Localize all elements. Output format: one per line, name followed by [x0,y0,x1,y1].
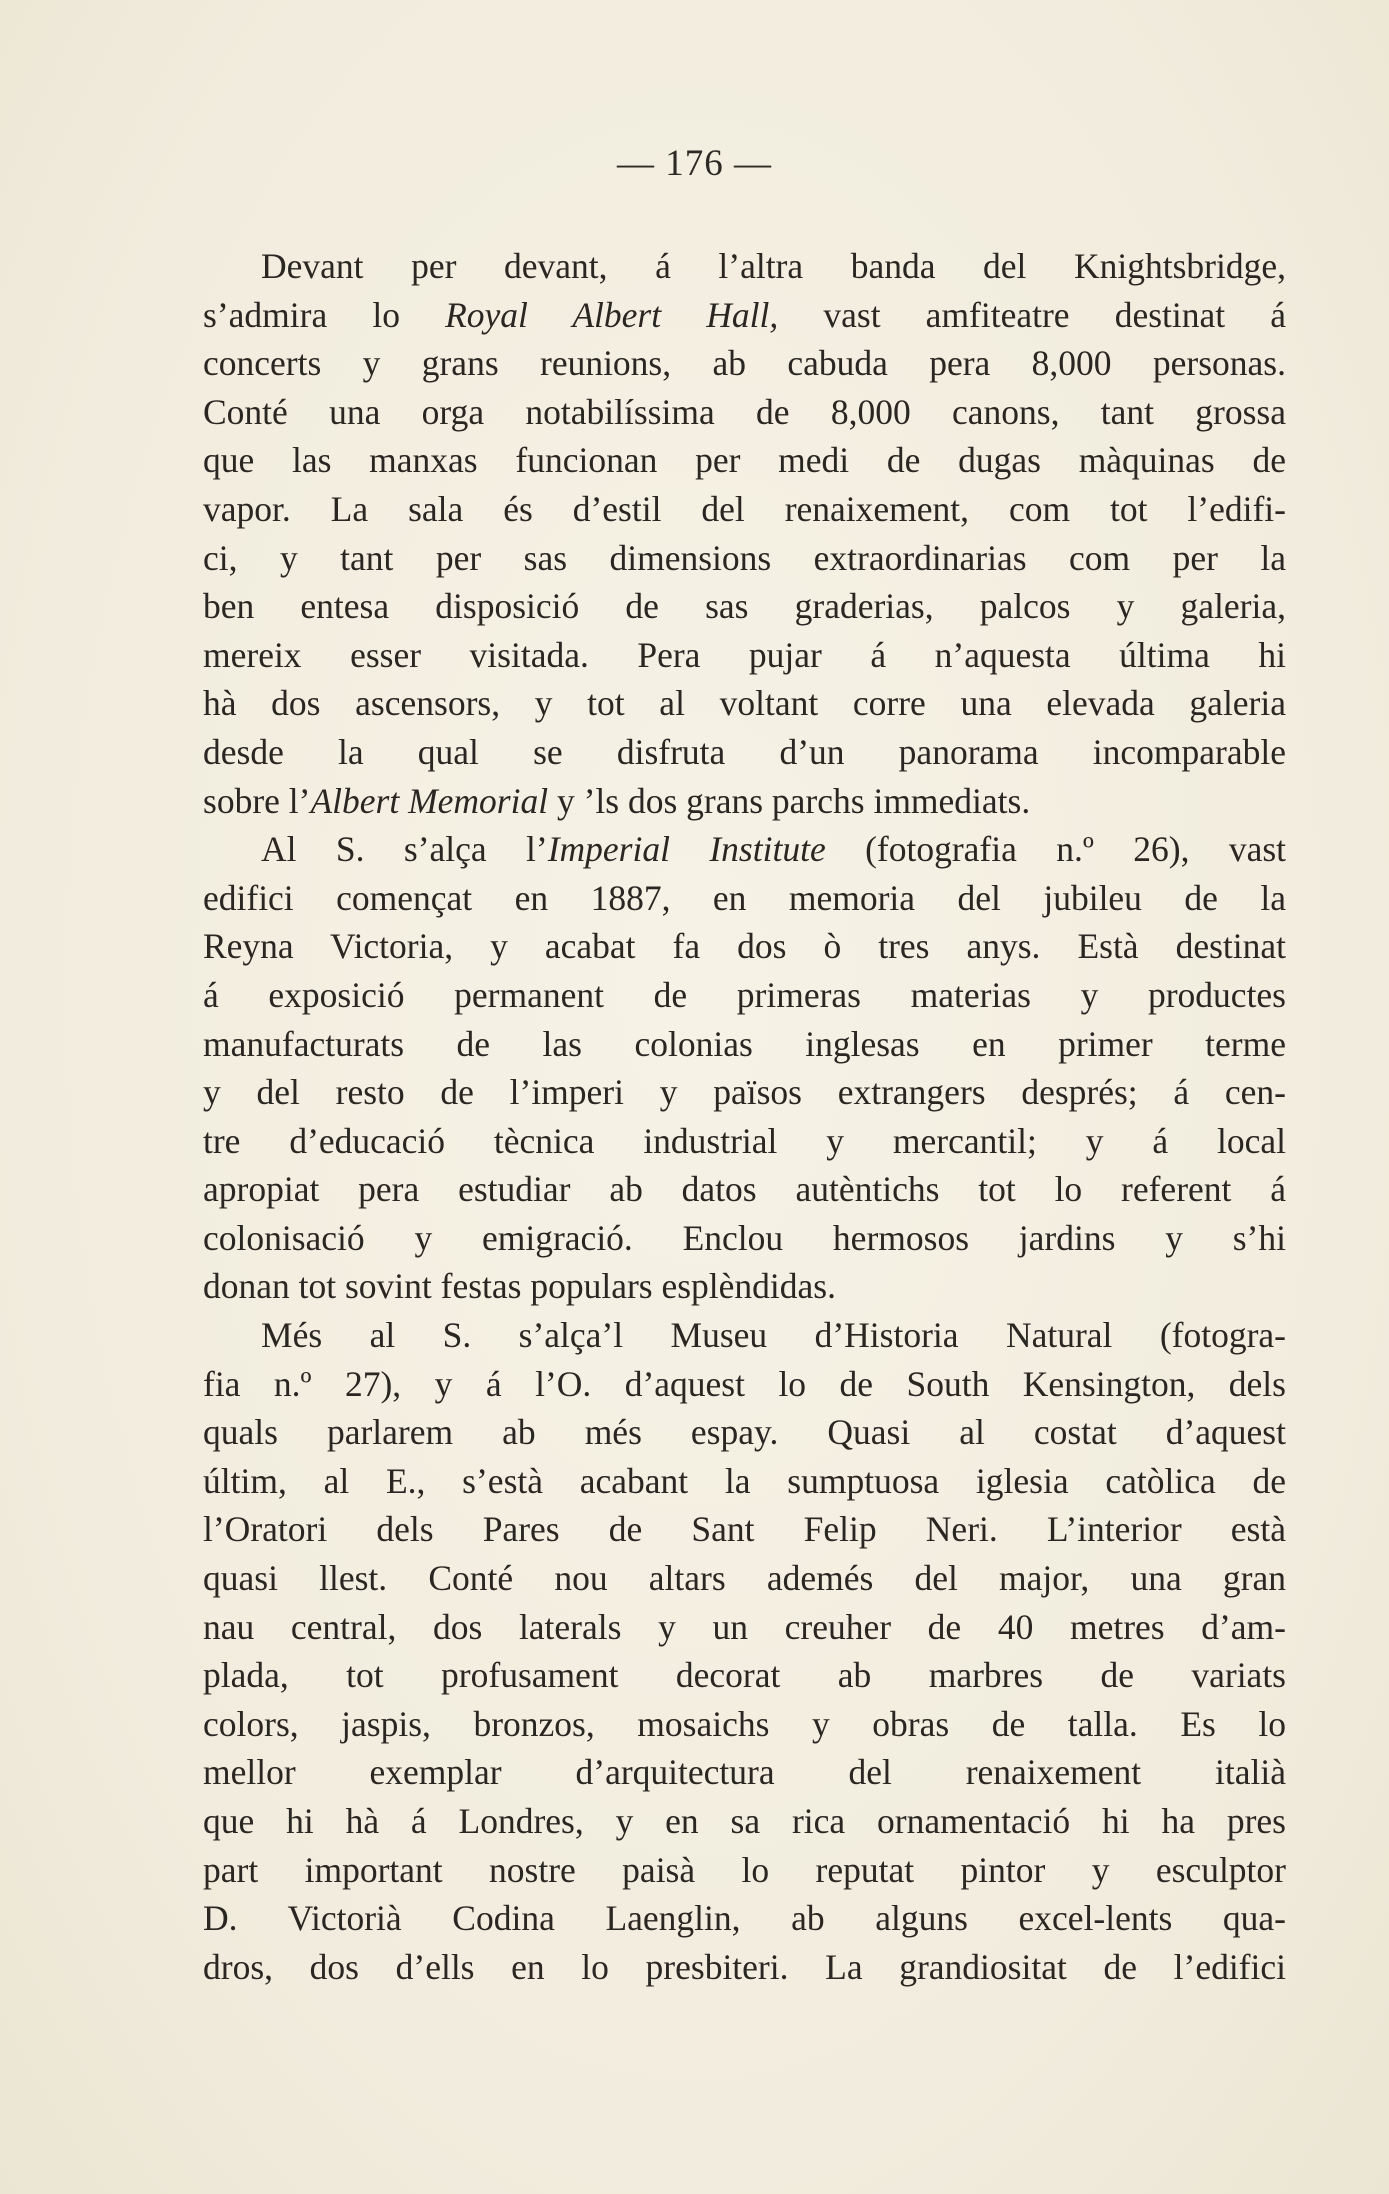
text-segment: part important nostre paisà lo reputat pintor y esculptor [203,1849,1286,1890]
text-segment: s’admira lo [203,294,446,335]
text-segment: que hi hà á Londres, y en sa rica ornamentació hi ha pres [203,1801,1286,1841]
text-segment: hà dos ascensors, y tot al voltant corre una elevada galeria [203,683,1286,724]
text-line [203,679,1286,728]
text-segment: sobre l’ [203,780,311,821]
text-line [203,1214,1286,1263]
text-line [203,1943,1286,1992]
text-segment: concerts y grans reunions, ab cabuda pera 8,000 personas. [203,343,1286,384]
text-segment: Al S. s’alça l’ [261,829,548,870]
text-segment: tre d’educació tècnica industrial y mercantil; y á local [203,1120,1286,1161]
text-line [203,534,1286,583]
text-line [203,1505,1286,1554]
text-segment: dros, dos d’ells en lo presbiteri. La grandiositat de l’edifici [203,1946,1286,1987]
text-segment: quasi llest. Conté nou altars ademés del major, una gran [203,1558,1286,1599]
text-line [203,1311,1286,1360]
text-line [203,1068,1286,1117]
text-segment: mereix esser visitada. Pera pujar á n’aquesta última hi [203,634,1286,675]
text-segment: Més al S. s’alça’l Museu d’Historia Natural (fotogra- [261,1315,1286,1356]
text-line [203,1603,1286,1652]
text-line [203,1700,1286,1749]
text-segment: vast amfiteatre destinat á [778,294,1286,335]
text-segment: fia n.º 27), y á l’O. d’aquest lo de South Kensington, dels [203,1363,1286,1404]
text-segment: ben entesa disposició de sas graderias, palcos y galeria, [203,586,1286,627]
text-segment: Conté una orga notabilíssima de 8,000 canons, tant grossa [203,391,1286,432]
text-line [203,971,1286,1020]
text-line [203,1408,1286,1457]
text-line [203,1846,1286,1895]
text-line [203,388,1286,437]
text-segment: á exposició permanent de primeras materias y productes [203,974,1286,1015]
text-segment: colonisació y emigració. Enclou hermosos jardins y s’hi [203,1217,1286,1258]
italic-title: Imperial Institute [547,829,826,870]
text-line [203,1651,1286,1700]
text-line [203,485,1286,534]
text-line [203,1797,1286,1846]
text-line [203,1457,1286,1506]
text-line [203,777,1286,826]
text-segment: Devant per devant, á l’altra banda del Knightsbridge, [261,246,1286,286]
text-segment: nau central, dos laterals y un creuher de 40 metres d’am- [203,1606,1286,1647]
text-segment: colors, jaspis, bronzos, mosaichs y obras de talla. Es lo [203,1703,1286,1744]
italic-title: Albert Memorial [310,780,549,821]
text-segment: y ’ls dos grans parchs immediats. [548,780,1031,821]
text-line [203,291,1286,340]
italic-title: Royal Albert Hall, [445,294,779,335]
text-segment: edifici començat en 1887, en memoria del jubileu de la [203,877,1286,918]
text-segment: plada, tot profusament decorat ab marbres de variats [203,1655,1286,1696]
text-line [203,1748,1286,1797]
text-line [203,631,1286,680]
text-line [203,1262,1286,1311]
text-segment: Reyna Victoria, y acabat fa dos ò tres anys. Està destinat [203,926,1286,967]
text-segment: últim, al E., s’està acabant la sumptuosa iglesia catòlica de [203,1460,1286,1501]
text-line [203,436,1286,485]
text-line [203,825,1286,874]
text-line [203,1117,1286,1166]
text-line [203,1165,1286,1214]
text-segment: desde la qual se disfruta d’un panorama incomparable [203,731,1286,772]
text-segment: donan tot sovint festas populars esplèndidas. [203,1266,836,1307]
text-line [203,1360,1286,1409]
text-segment: y del resto de l’imperi y països extrangers després; á cen- [203,1072,1286,1113]
text-line [203,922,1286,971]
text-line [203,1894,1286,1943]
page-number: — 176 — [617,143,772,184]
text-segment: manufacturats de las colonias inglesas en primer terme [203,1023,1286,1064]
text-segment: (fotografia n.º 26), vast [825,829,1286,870]
text-segment: D. Victorià Codina Laenglin, ab alguns excel-lents qua- [203,1898,1286,1939]
text-line [203,874,1286,923]
text-line [203,1020,1286,1069]
text-segment: ci, y tant per sas dimensions extraordinarias com per la [203,537,1286,578]
text-segment: que las manxas funcionan per medi de dugas màquinas de [203,440,1286,481]
text-line [203,728,1286,777]
text-line [203,339,1286,388]
body-text [203,242,1286,1991]
text-segment: apropiat pera estudiar ab datos autèntichs tot lo referent á [203,1169,1286,1210]
text-segment: vapor. La sala és d’estil del renaixement, com tot l’edifi- [203,488,1286,529]
text-line [203,582,1286,631]
text-segment: mellor exemplar d’arquitectura del renaixement italià [203,1752,1286,1793]
text-line [203,1554,1286,1603]
text-segment: l’Oratori dels Pares de Sant Felip Neri. L’interior està [203,1509,1286,1550]
text-segment: quals parlarem ab més espay. Quasi al costat d’aquest [203,1412,1286,1453]
text-line [203,242,1286,291]
